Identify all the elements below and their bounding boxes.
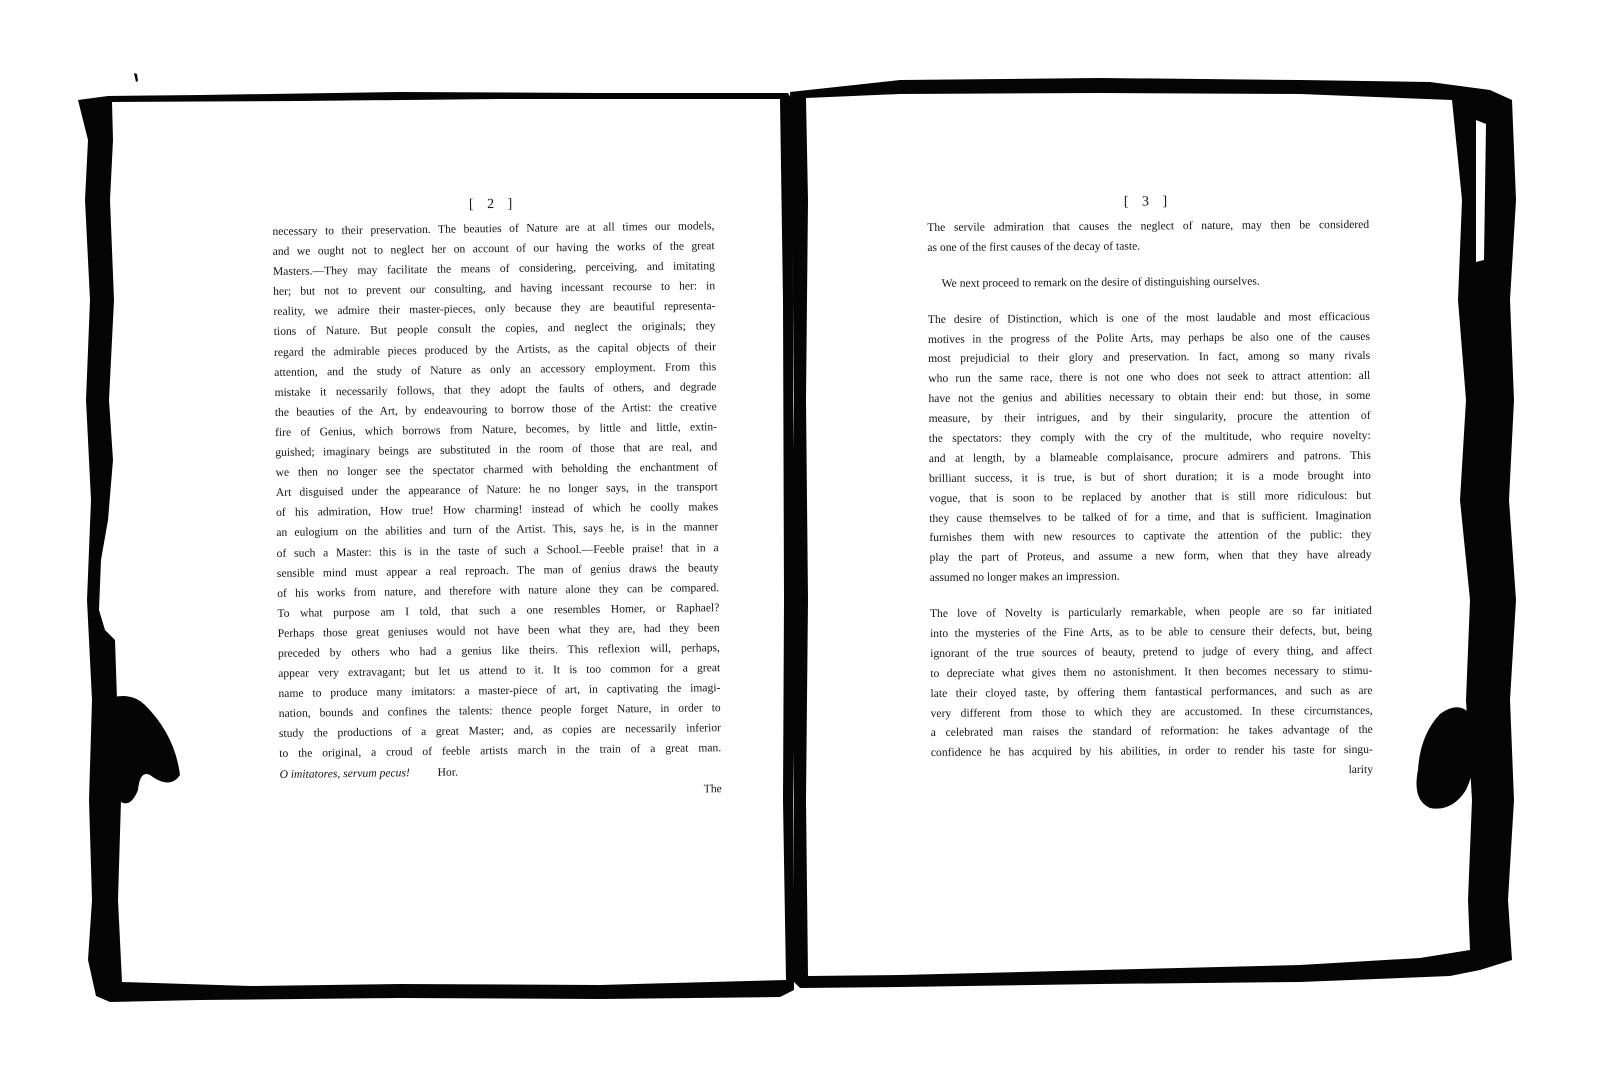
text-line: necessary to their preservation. The beauties of Nature are at all times our models, bbox=[272, 219, 715, 238]
text-line: late their cloyed taste, by offering them fantastical performances, and such as are bbox=[930, 683, 1373, 700]
text-line: and we ought not to neglect her on account of our having the works of the great bbox=[272, 239, 715, 259]
quotation-source: Hor. bbox=[437, 765, 459, 779]
text-line: nation, bounds and confines the talents: thence people forget Nature, in order to bbox=[278, 701, 721, 721]
text-line: The desire of Distinction, which is one of the most laudable and most efficacious bbox=[927, 309, 1370, 326]
text-line: study the productions of a great Master; and, as copies are necessarily inferior bbox=[278, 721, 722, 741]
text-line: we then no longer see the spectator charmed with beholding the enchantment of bbox=[275, 460, 718, 480]
right-page-text bbox=[927, 193, 1373, 783]
text-line: of his works from nature, and therefore with nature alone they can be compared. bbox=[277, 580, 720, 600]
text-line: as one of the first causes of the decay of taste. bbox=[927, 239, 1141, 254]
quotation-text: O imitatores, servum pecus! bbox=[279, 765, 410, 781]
text-line: and at length, by a blameable complaisance, procure admirers and patrons. This bbox=[928, 448, 1371, 465]
text-line: a celebrated man raises the standard of reformation: he takes advantage of the bbox=[930, 723, 1373, 740]
text-line: of such a Master: this is in the taste of such a School.—Feeble praise! that in a bbox=[276, 540, 719, 560]
text-line: appear very extravagant; but let us attend to it. It is too common for a great bbox=[278, 661, 721, 681]
text-line: the beauties of the Art, by endeavouring to borrow those of the Artist: the creative bbox=[274, 400, 717, 419]
paragraph-desire-of-distinction bbox=[928, 307, 1372, 589]
text-line: name to produce many imitators: a master-piece of art, in captivating the imagi- bbox=[278, 681, 721, 701]
text-line: who run the same race, there is not one who does not seek to attract attention: all bbox=[928, 369, 1371, 386]
text-line: To what purpose am I told, that such a one resembles Homer, or Raphael? bbox=[277, 600, 720, 620]
text-line: ignorant of the true sources of beauty, pretend to judge of every thing, and affect bbox=[930, 643, 1373, 660]
text-line: her; but not to prevent our consulting, and having incessant recourse to her: in bbox=[273, 279, 716, 299]
text-line: an eulogium on the abilities and turn of the Artist. This, says he, is in the manner bbox=[276, 520, 719, 540]
text-line: of his admiration, How true! How charming! instead of which he coolly makes bbox=[276, 500, 719, 520]
text-line: to depreciate what gives them no astonishment. It then becomes necessary to stimu- bbox=[930, 663, 1373, 680]
text-line: The servile admiration that causes the neglect of nature, may then be considered bbox=[927, 217, 1370, 234]
gutter-dot bbox=[794, 680, 797, 684]
text-line: Art disguised under the appearance of Nature: he no longer says, in the transport bbox=[275, 480, 718, 500]
text-line: the spectators: they comply with the cry of the multitude, who require novelty: bbox=[928, 428, 1371, 446]
text-line: assumed no longer makes an impression. bbox=[929, 569, 1120, 585]
text-line: Masters.—They may facilitate the means of considering, perceiving, and imitating bbox=[272, 259, 715, 279]
catchword: larity bbox=[1348, 763, 1374, 777]
left-page-number: [ 2 ] bbox=[468, 196, 518, 213]
text-line: mistake it necessarily follows, that they adopt the faults of others, and degrade bbox=[274, 379, 717, 399]
text-line: fire of Genius, which borrows from Nature, becomes, by little and little, extin- bbox=[274, 420, 718, 439]
text-line: guished; imaginary beings are substituted in the room of those that are real, and bbox=[275, 440, 718, 460]
text-line: sensible mind must appear a real reproach. The man of genius draws the beauty bbox=[276, 560, 719, 580]
text-line: attention, and the study of Nature as only an accessory employment. From this bbox=[274, 359, 717, 379]
paragraph-servile-admiration bbox=[927, 215, 1369, 258]
text-line: We next proceed to remark on the desire of distinguishing ourselves. bbox=[941, 274, 1260, 290]
text-line: regard the admirable pieces produced by the Artists, as the capital objects of their bbox=[273, 339, 717, 359]
text-line: have not the genius and abilities necessary to obtain their end: but those, in some bbox=[928, 389, 1371, 406]
scan-speck bbox=[134, 73, 138, 82]
text-line: The love of Novelty is particularly remarkable, when people are so far initiated bbox=[929, 604, 1372, 621]
left-page-body bbox=[272, 216, 722, 804]
text-line: into the mysteries of the Fine Arts, as to be able to censure their defects, but, being bbox=[930, 623, 1373, 641]
text-line: preceded by others who had a genius like theirs. This reflexion will, perhaps, bbox=[277, 641, 720, 660]
text-line: brilliant success, it is true, is but of short duration; it is a mode brought into bbox=[928, 468, 1372, 485]
text-line: to the original, a croud of feeble artists march in the train of a great man. bbox=[279, 741, 722, 761]
text-line: measure, by their intrigues, and by their singularity, procure the attention of bbox=[928, 409, 1371, 426]
right-page-number: [ 3 ] bbox=[1123, 194, 1173, 210]
text-line: Perhaps those great geniuses would not have been what they are, had they been bbox=[277, 621, 720, 640]
text-line: motives in the progress of the Polite Arts, may perhaps be also one of the causes bbox=[927, 329, 1371, 346]
left-page-text bbox=[272, 194, 722, 804]
text-line: confidence he has acquired by his abilities, in order to render his taste for singu- bbox=[930, 743, 1373, 760]
text-line: tions of Nature. But people consult the copies, and neglect the originals; they bbox=[273, 319, 716, 339]
text-line: furnishes them with new resources to captivate the attention of the public: they bbox=[929, 528, 1372, 545]
text-line: play the part of Proteus, and assume a new form, when that they have already bbox=[929, 548, 1372, 565]
catchword: The bbox=[703, 781, 722, 796]
text-line: reality, we admire their master-pieces, only because they are beautiful representa- bbox=[273, 299, 716, 319]
text-line: vogue, that is soon to be replaced by another that is still more ridiculous: but bbox=[929, 488, 1372, 505]
text-line: most prejudicial to their glory and preservation. In fact, among so many rivals bbox=[928, 349, 1371, 366]
text-line: they cause themselves to be talked of for a time, and that is sufficient. Imagination bbox=[929, 508, 1372, 525]
paragraph-love-of-novelty bbox=[930, 601, 1373, 763]
text-line: very different from those to which they are accustomed. In these circumstances, bbox=[930, 703, 1373, 720]
